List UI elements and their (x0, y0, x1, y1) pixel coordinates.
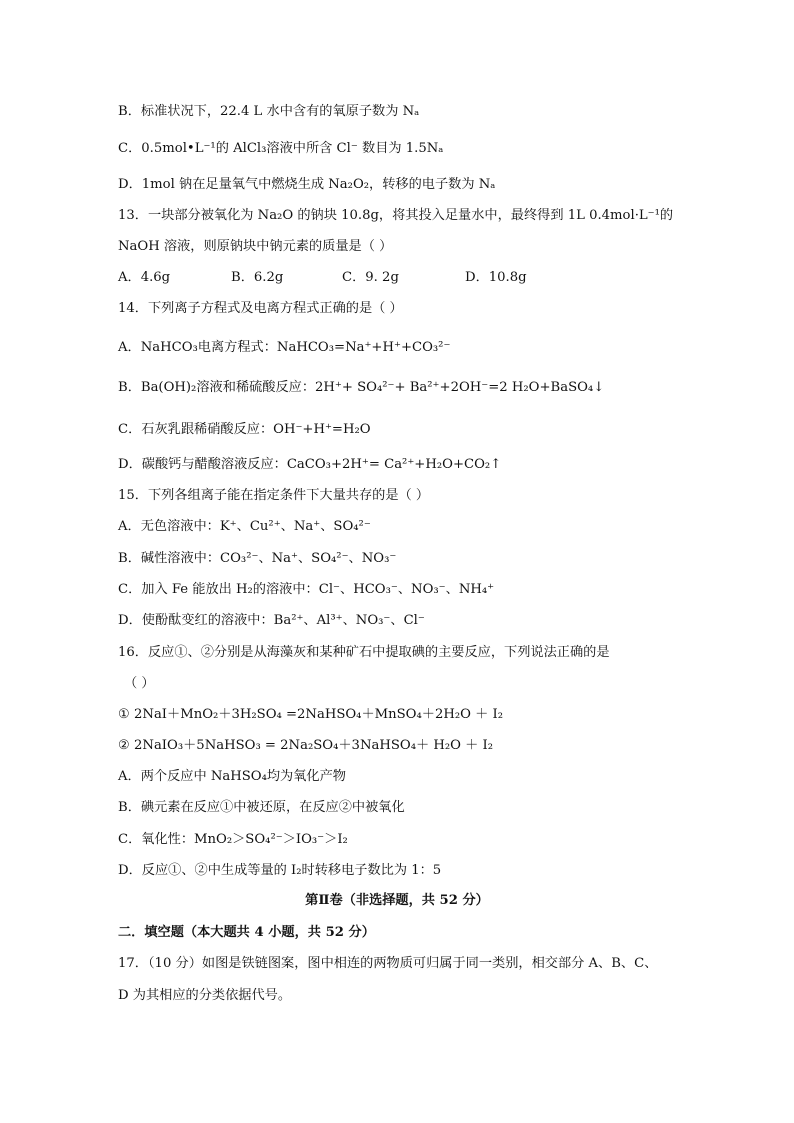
option-14a: A．NaHCO₃电离方程式：NaHCO₃=Na⁺+H⁺+CO₃²⁻ (118, 340, 451, 355)
question-13-stem-cont: NaOH 溶液，则原钠块中钠元素的质量是（ ） (118, 239, 393, 254)
option-14c: C．石灰乳跟稀硝酸反应：OH⁻+H⁺=H₂O (118, 422, 371, 437)
option-12c: C．0.5mol•L⁻¹的 AlCl₃溶液中所含 Cl⁻ 数目为 1.5Nₐ (118, 141, 444, 156)
reaction-2: ② 2NaIO₃＋5NaHSO₃ = 2Na₂SO₄＋3NaHSO₄＋ H₂O ＋ I₂ (118, 738, 494, 753)
option-12d: D．1mol 钠在足量氧气中燃烧生成 Na₂O₂，转移的电子数为 Nₐ (118, 177, 496, 192)
option-15a: A．无色溶液中：K⁺、Cu²⁺、Na⁺、SO₄²⁻ (118, 519, 371, 534)
option-16d: D．反应①、②中生成等量的 I₂时转移电子数比为 1：5 (118, 863, 442, 878)
option-15b: B．碱性溶液中：CO₃²⁻、Na⁺、SO₄²⁻、NO₃⁻ (118, 551, 397, 566)
section-fill-in-heading: 二．填空题（本大题共 4 小题，共 52 分） (118, 925, 375, 940)
question-16-stem: 16．反应①、②分别是从海藻灰和某种矿石中提取碘的主要反应，下列说法正确的是 (118, 645, 610, 660)
question-15-stem: 15．下列各组离子能在指定条件下大量共存的是（ ） (118, 488, 430, 503)
option-16a: A．两个反应中 NaHSO₄均为氧化产物 (118, 769, 346, 784)
option-14b: B．Ba(OH)₂溶液和稀硫酸反应：2H⁺+ SO₄²⁻+ Ba²⁺+2OH⁻=2 H₂O+BaSO₄↓ (118, 380, 605, 395)
option-13c: C．9. 2g (342, 270, 399, 285)
option-15c: C．加入 Fe 能放出 H₂的溶液中：Cl⁻、HCO₃⁻、NO₃⁻、NH₄⁺ (118, 582, 495, 597)
question-16-answer-paren: （ ） (124, 676, 155, 691)
option-14d: D．碳酸钙与醋酸溶液反应：CaCO₃+2H⁺= Ca²⁺+H₂O+CO₂↑ (118, 457, 502, 472)
option-13d: D．10.8g (465, 270, 527, 285)
option-15d: D．使酚酞变红的溶液中：Ba²⁺、Al³⁺、NO₃⁻、Cl⁻ (118, 613, 425, 628)
option-16c: C．氧化性：MnO₂＞SO₄²⁻＞IO₃⁻＞I₂ (118, 832, 348, 847)
reaction-1: ① 2NaI＋MnO₂＋3H₂SO₄ =2NaHSO₄＋MnSO₄＋2H₂O ＋ I₂ (118, 707, 504, 722)
option-16b: B．碘元素在反应①中被还原，在反应②中被氧化 (118, 800, 405, 815)
question-17-stem: 17．（10 分）如图是铁链图案，图中相连的两物质可归属于同一类别，相交部分 A、B、C、 (118, 956, 658, 971)
option-12b: B．标准状况下，22.4 L 水中含有的氧原子数为 Nₐ (118, 104, 420, 119)
section-2-title: 第Ⅱ卷（非选择题，共 52 分） (305, 893, 489, 908)
option-13a: A．4.6g (118, 270, 171, 285)
question-13-options (118, 269, 527, 287)
question-14-stem: 14．下列离子方程式及电离方程式正确的是（ ） (118, 301, 403, 316)
option-13b: B．6.2g (231, 270, 284, 285)
question-17-stem-cont: D 为其相应的分类依据代号。 (118, 988, 292, 1003)
question-13-stem: 13．一块部分被氧化为 Na₂O 的钠块 10.8g，将其投入足量水中，最终得到 1L 0.4mol·L⁻¹的 (118, 208, 674, 223)
